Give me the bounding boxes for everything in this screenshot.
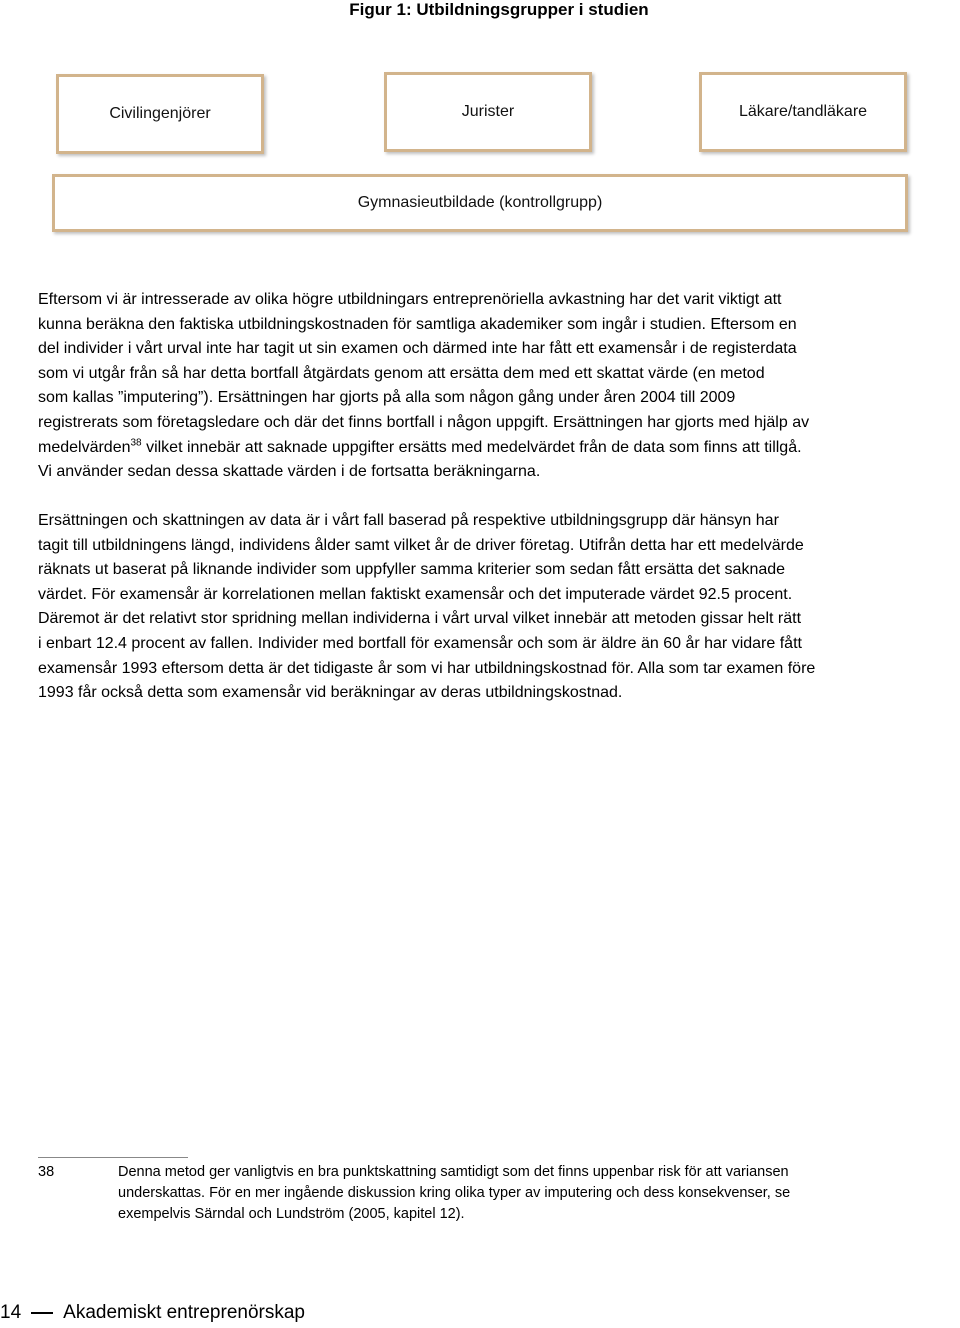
- group-box-kontrollgrupp: Gymnasieutbildade (kontrollgrupp): [52, 174, 908, 232]
- figure-title: Figur 1: Utbildningsgrupper i studien: [349, 0, 649, 19]
- group-box-civilingenjorer: Civilingenjörer: [56, 74, 264, 154]
- page-number: 14: [0, 1302, 22, 1323]
- footnote-number: 38: [38, 1164, 55, 1180]
- body-paragraph-1: [38, 288, 960, 485]
- footnote-divider: [38, 1157, 188, 1158]
- paragraph-text: vilket innebär att saknade uppgifter ersätts med medelvärdet från de data som finns att tillgå. Vi använder sedan dessa skattade värden i de fortsatta beräkningarna.: [38, 438, 802, 481]
- paragraph-text: Eftersom vi är intresserade av olika högre utbildningars entreprenöriella avkastning har det varit viktigt att kunna beräkna den faktiska utbildningskostnaden för samtliga akademiker som ingår i studien. Eftersom en del individer i vårt urval inte har tagit ut sin examen och därmed inte har fått ett examensår i de registerdata som vi utgår från så har detta bortfall åtgärdats genom att ersätta dem med ett skattat värde (en metod som kallas ”imputering”). Ersättningen har gjorts på alla som någon gång under åren 2004 till 2009 registrerats som företagsledare och där det finns bortfall i någon uppgift. Ersättningen har gjorts med hjälp av medelvärden: [38, 291, 810, 456]
- footer-dash: [31, 1312, 53, 1314]
- group-box-jurister: Jurister: [384, 72, 592, 152]
- body-paragraph-2: Ersättningen och skattningen av data är i vårt fall baserad på respektive utbildningsgrupp där hänsyn har tagit till utbildningens längd, individens ålder samt vilket år de driver företag. Utifrån detta har ett medelvärde räknats ut baserat på liknande individer som uppfyller samma kriterier som sedan fått ersätta det saknade värdet. För examensår är korrelationen mellan faktiskt examensår och det imputerade värdet 92.5 procent. Däremot är det relativt stor spridning mellan individerna i vårt urval vilket innebär att metoden gissar helt rätt i enbart 12.4 procent av fallen. Individer med bortfall för examensår och som är äldre än 60 år har vidare fått examensår 1993 eftersom detta är det tidigaste år som vi har utbildningskostnad för. Alla som tar examen före 1993 får också detta som examensår vid beräkningar av deras utbildningskostnad.: [38, 512, 816, 702]
- footnote-reference: 38: [130, 437, 142, 449]
- footnote-text: Denna metod ger vanligtvis en bra punktskattning samtidigt som det finns uppenbar risk för att variansen underskattas. För en mer ingående diskussion kring olika typer av imputering och dess konsekvenser, se exempelvis Särndal och Lundström (2005, kapitel 12).: [118, 1164, 791, 1222]
- page-footer: [0, 1300, 305, 1326]
- publication-title: Akademiskt entreprenörskap: [63, 1302, 305, 1323]
- group-box-lakare: Läkare/tandläkare: [699, 72, 907, 152]
